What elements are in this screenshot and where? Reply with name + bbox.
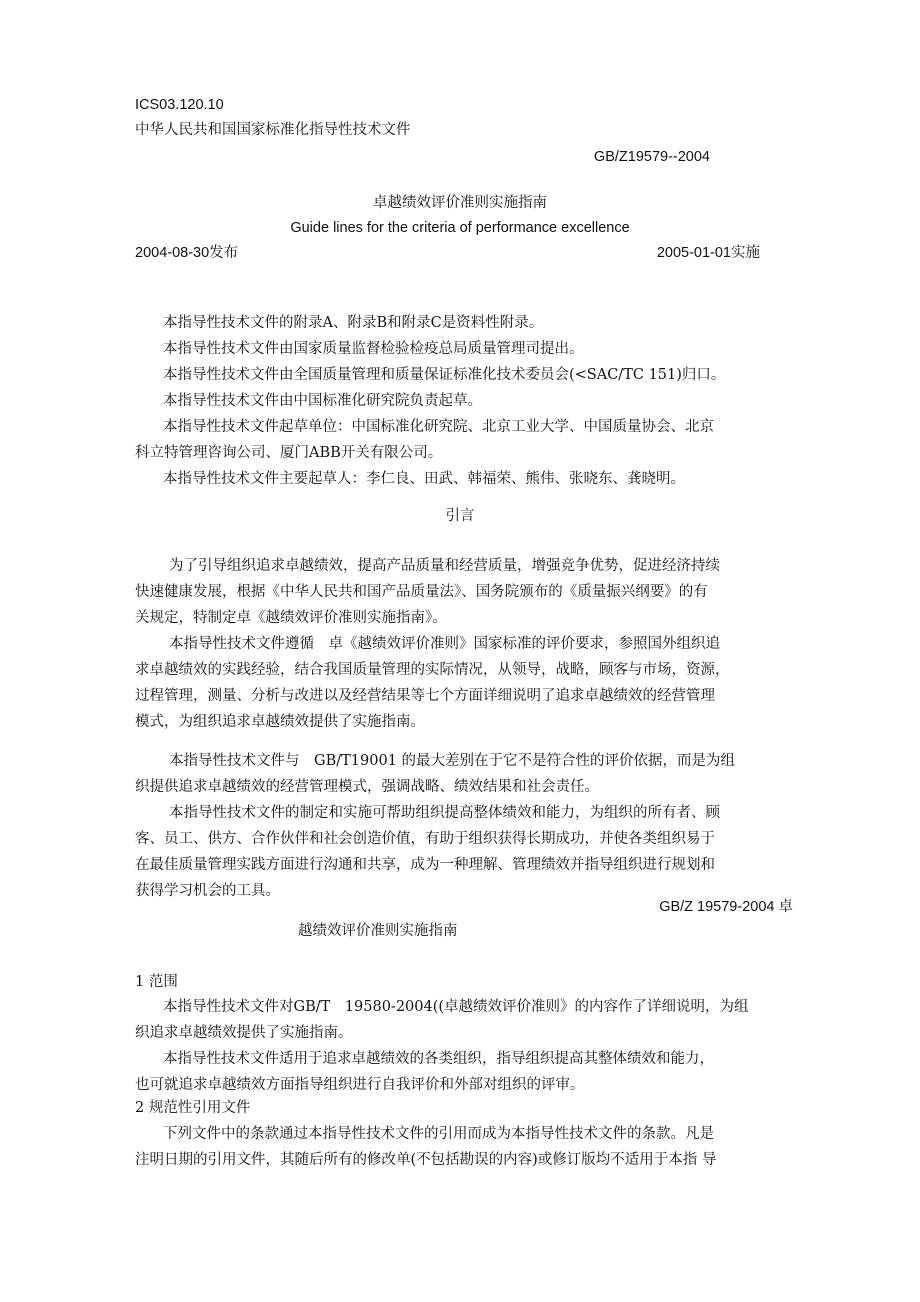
section-2-line: 下列文件中的条款通过本指导性技术文件的引用而成为本指导性技术文件的条款。凡是 xyxy=(163,1126,714,1142)
foreword-block xyxy=(135,310,795,492)
section-1-line: 本指导性技术文件适用于追求卓越绩效的各类组织，指导组织提高其整体绩效和能力， xyxy=(163,1051,714,1067)
intro-line: 本指导性技术文件与 GB/T19001 的最大差别在于它不是符合性的评价依据，而是为组 xyxy=(169,753,736,769)
title-cn: 卓越绩效评价准则实施指南 xyxy=(373,195,547,211)
release-date: 2004-08-30 xyxy=(135,245,210,261)
section-1-heading: 1 范围 xyxy=(135,974,178,990)
foreword-line: 本指导性技术文件主要起草人：李仁良、田武、韩福荣、熊伟、张晓东、龚晓明。 xyxy=(163,471,685,487)
intro-line: 模式，为组织追求卓越绩效提供了实施指南。 xyxy=(135,714,425,730)
section-2-line: 注明日期的引用文件，其随后所有的修改单(不包括勘误的内容)或修订版均不适用于本指 导 xyxy=(135,1152,717,1168)
foreword-line: 本指导性技术文件由国家质量监督检验检疫总局质量管理司提出。 xyxy=(163,341,584,357)
intro-paragraph-3 xyxy=(135,748,795,800)
standard-code: GB/Z19579--2004 xyxy=(593,149,710,165)
intro-line: 为了引导组织追求卓越绩效，提高产品质量和经营质量，增强竞争优势，促进经济持续 xyxy=(169,558,720,574)
foreword-line: 本指导性技术文件起草单位：中国标准化研究院、北京工业大学、中国质量协会、北京 xyxy=(163,419,714,435)
section-1-line: 织追求卓越绩效提供了实施指南。 xyxy=(135,1025,353,1041)
intro-line: 客、员工、供方、合作伙伴和社会创造价值，有助于组织获得长期成功，并使各类组织易于 xyxy=(135,831,715,847)
release-word: 发布 xyxy=(209,245,239,261)
foreword-line: 本指导性技术文件由中国标准化研究院负责起草。 xyxy=(163,393,482,409)
foreword-line: 本指导性技术文件由全国质量管理和质量保证标准化技术委员会(<SAC/TC 151)归口。 xyxy=(163,367,726,383)
intro-line: 过程管理，测量、分析与改进以及经营结果等七个方面详细说明了追求卓越绩效的经营管理 xyxy=(135,688,715,704)
intro-paragraph-1 xyxy=(135,553,795,631)
effective-line xyxy=(560,243,760,263)
intro-paragraph-2 xyxy=(135,631,795,735)
section-1-line: 本指导性技术文件对GB/T 19580-2004((卓越绩效评价准则》的内容作了详细说明，为组 xyxy=(163,999,749,1015)
section-1-body xyxy=(135,994,795,1098)
title-en: Guide lines for the criteria of performance excellence xyxy=(290,220,630,236)
foreword-line: 科立特管理咨询公司、厦门ABB开关有限公司。 xyxy=(135,445,443,461)
body-title-line-1: GB/Z 19579-2004 卓 xyxy=(659,899,793,915)
ics-code: ICS03.120.10 xyxy=(135,97,224,113)
intro-line: 本指导性技术文件遵循 卓《越绩效评价准则》国家标准的评价要求，参照国外组织追 xyxy=(169,636,720,652)
foreword-line: 本指导性技术文件的附录A、附录B和附录C是资料性附录。 xyxy=(163,315,544,331)
intro-line: 在最佳质量管理实践方面进行沟通和共享，成为一种理解、管理绩效并指导组织进行规划和 xyxy=(135,857,715,873)
release-line xyxy=(135,243,238,263)
intro-line: 关规定，特制定卓《越绩效评价准则实施指南》。 xyxy=(135,610,447,626)
section-2-heading: 2 规范性引用文件 xyxy=(135,1100,251,1116)
intro-line: 织提供追求卓越绩效的经营管理模式，强调战略、绩效结果和社会责任。 xyxy=(135,779,599,795)
intro-paragraph-4 xyxy=(135,800,795,904)
intro-line: 本指导性技术文件的制定和实施可帮助组织提高整体绩效和能力，为组织的所有者、顾 xyxy=(169,805,720,821)
intro-line: 快速健康发展，根据《中华人民共和国产品质量法》、国务院颁布的《质量振兴纲要》的有 xyxy=(135,584,708,600)
issuer-line: 中华人民共和国国家标准化指导性技术文件 xyxy=(135,122,411,138)
intro-heading: 引言 xyxy=(445,508,475,524)
effective-word: 实施 xyxy=(731,245,760,261)
section-1-line: 也可就追求卓越绩效方面指导组织进行自我评价和外部对组织的评审。 xyxy=(135,1077,585,1093)
section-2-body xyxy=(135,1121,795,1173)
intro-line: 获得学习机会的工具。 xyxy=(135,883,280,899)
effective-date: 2005-01-01 xyxy=(656,245,731,261)
intro-line: 求卓越绩效的实践经验，结合我国质量管理的实际情况，从领导，战略，顾客与市场，资源， xyxy=(135,662,730,678)
body-title-line-2: 越绩效评价准则实施指南 xyxy=(298,923,458,939)
